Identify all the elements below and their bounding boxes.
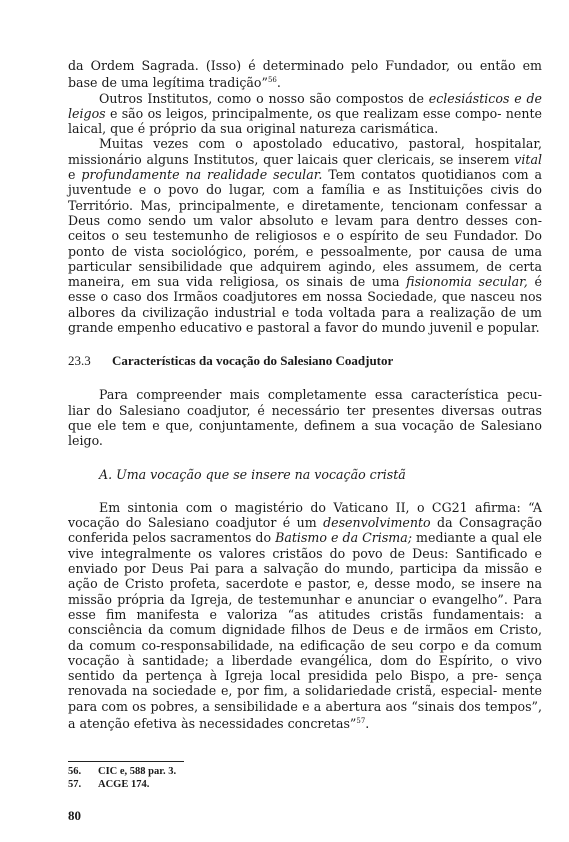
paragraph-2 [68, 136, 542, 335]
text: Outros Institutos, como o nosso são compostos de [99, 90, 429, 106]
text: da Consagração conferida pelos sacramentos do [68, 515, 542, 546]
footnotes [68, 761, 542, 791]
italic-text: profundamente na realidade secular. [81, 167, 323, 183]
section-number: 23.3 [68, 353, 91, 369]
section-heading [68, 353, 542, 369]
footnote-ref-57[interactable]: 57 [356, 716, 366, 725]
italic-text: vital [514, 151, 542, 167]
footnote-divider [68, 761, 184, 762]
page-number: 80 [68, 808, 81, 823]
italic-text: Batismo e da Crisma; [275, 530, 412, 546]
footnote-number: 57. [68, 779, 82, 790]
paragraph-0 [68, 58, 542, 91]
footnote-57 [68, 778, 542, 791]
subheading: A. Uma vocação que se insere na vocação cristã [99, 466, 406, 482]
paragraph-1 [68, 91, 542, 137]
text: Para compreender mais completamente essa característica pecu- liar do Salesiano coadjutor, é necessário ter presentes diversas outras que ele tem e que, conjuntamente, definem a sua vocação de Salesiano leigo. [68, 387, 542, 449]
italic-text: eclesiásticos e de leigos [68, 90, 542, 121]
paragraph-3 [68, 387, 542, 448]
italic-text: fisionomia secular, [406, 274, 528, 290]
italic-text: desenvolvimento [323, 515, 431, 531]
paragraph-4 [68, 500, 542, 731]
text: é esse o caso dos Irmãos coadjutores em nossa Sociedade, que nasceu nos albores da civilização industrial e toda voltada para a realização de um grande empenho educativo e pastoral a favor do mundo juvenil e popular. [68, 274, 542, 336]
text: . [276, 75, 281, 91]
text: e são os leigos, principalmente, os que realizam esse compo- nente laical, que é próprio da sua original natureza carismática. [68, 105, 542, 137]
text: Em sintonia com o magistério do Vaticano II, o CG21 afirma: “A vocação do Salesiano coadjutor é um [68, 499, 542, 531]
footnote-56 [68, 765, 542, 778]
text: da Ordem Sagrada. (Isso) é determinado pelo Fundador, ou então em base de uma legítima tradição” [68, 58, 542, 91]
text: . [365, 715, 370, 731]
footnote-ref-56[interactable]: 56 [267, 76, 277, 85]
page-body [68, 58, 542, 731]
footnote-text: ACGE 174. [98, 779, 150, 790]
text: Tem contatos quotidianos com a juventude e o povo do lugar, com a família e as Instituições civis do Território. Mas, principalmente, e diretamente, tencionam confessar a Deus como sendo um valor absoluto e levam para dentro desses con- ceitos o seu testemunho de religiosos e o espírito de seu Fundador. Do ponto de vista sociológico, porém, e pessoalmente, por causa de uma particular sensibilidade que adquirem agindo, eles assumem, de certa maneira, em sua vida religiosa, os sinais de uma [68, 167, 542, 290]
text: Muitas vezes com o apostolado educativo, pastoral, hospitalar, missionário alguns Institutos, quer laicais quer clericais, se inserem [68, 136, 542, 167]
footnote-number: 56. [68, 766, 82, 777]
footnote-text: CIC e, 588 par. 3. [98, 766, 177, 777]
text: mediante a qual ele vive integralmente os valores cristãos do povo de Deus: Santificado e enviado por Deus Pai para a salvação do mundo, participa da missão e ação de Cristo profeta, sacerdote e pastor, e, desse modo, se insere na missão própria da Igreja, de testemunhar e anunciar o evangelho”. Para esse fim manifesta e valoriza “as atitudes cristãs fundamentais: a consciência da comum dignidade filhos de Deus e de irmãos em Cristo, da comum co-responsabilidade, na edificação de seu corpo e da comum vocação à santidade; a liberdade evangélica, dom do Espírito, o vivo sentido da pertença à Igreja local presidida pelo Bispo, a pre- sença renovada na sociedade e, por fim, a solidariedade cristã, especial- mente para com os pobres, a sensibilidade e a abertura aos “sinais dos tempos”, a atenção efetiva às necessidades concretas” [68, 530, 543, 731]
text: e [68, 167, 82, 183]
section-title: Características da vocação do Salesiano Coadjutor [112, 353, 394, 369]
